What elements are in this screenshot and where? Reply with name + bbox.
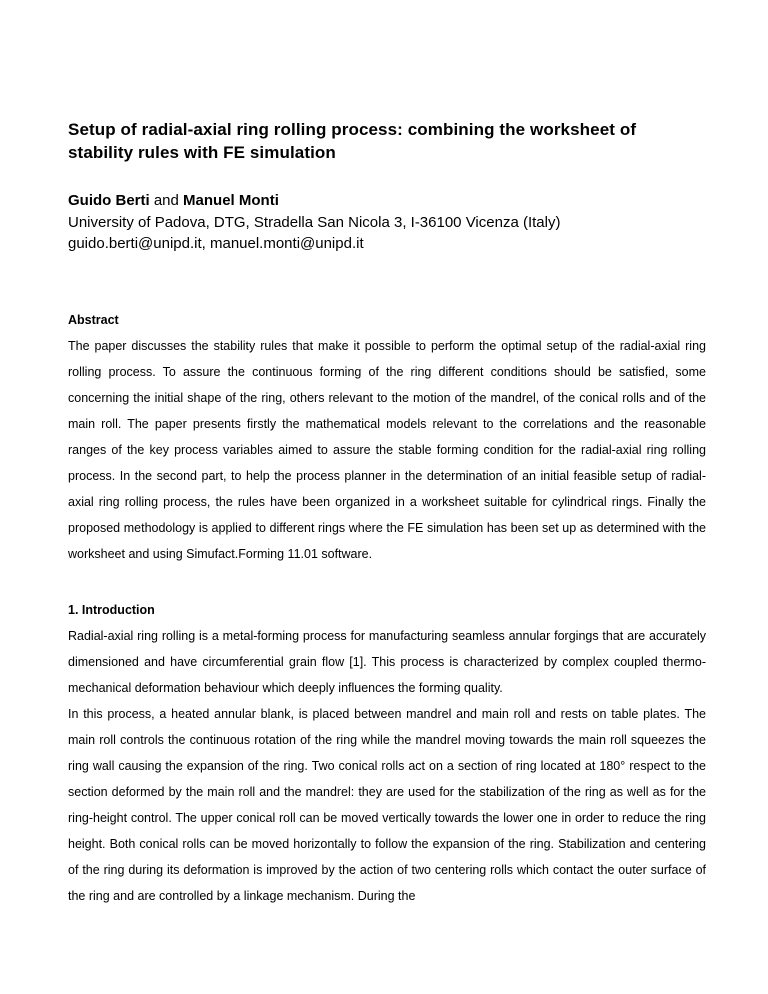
affiliation: University of Padova, DTG, Stradella San Nicola 3, I-36100 Vicenza (Italy)	[68, 213, 561, 231]
author-second: Manuel Monti	[183, 192, 279, 209]
author-conjunction: and	[149, 192, 184, 209]
author-names	[68, 190, 706, 212]
page-title: Setup of radial-axial ring rolling process: combining the worksheet of stability rules with FE simulation	[68, 120, 637, 162]
introduction-heading: 1. Introduction	[68, 602, 155, 617]
introduction-paragraph-2: In this process, a heated annular blank, is placed between mandrel and main roll and rests on table plates. The main roll controls the continuous rotation of the ring while the mandrel moving towards the main roll squeezes the ring wall causing the expansion of the ring. Two conical rolls act on a section of ring located at 180° respect to the section deformed by the main roll and the mandrel: they are used for the stabilization of the ring as well as for the ring-height control. The upper conical roll can be moved vertically towards the lower one in order to reduce the ring height. Both conical rolls can be moved horizontally to follow the expansion of the ring. Stabilization and centering of the ring during its deformation is improved by the action of two centering rolls which contact the outer surface of the ring and are controlled by a linkage mechanism. During the	[68, 706, 706, 903]
introduction-body	[68, 623, 706, 909]
author-emails: guido.berti@unipd.it, manuel.monti@unipd.it	[68, 235, 364, 252]
abstract-heading: Abstract	[68, 312, 119, 327]
author-block	[68, 190, 706, 255]
introduction-paragraph-1: Radial-axial ring rolling is a metal-forming process for manufacturing seamless annular forgings that are accurately dimensioned and have circumferential grain flow [1]. This process is characterized by complex coupled thermo-mechanical deformation behaviour which deeply influences the forming quality.	[68, 628, 706, 695]
author-first: Guido Berti	[68, 192, 150, 209]
abstract-text: The paper discusses the stability rules that make it possible to perform the optimal setup of the radial-axial ring rolling process. To assure the continuous forming of the ring different conditions should be satisfied, some concerning the initial shape of the ring, others relevant to the motion of the mandrel, of the conical rolls and of the main roll. The paper presents firstly the mathematical models relevant to the correlations and the reasonable ranges of the key process variables aimed to assure the stable forming condition for the radial-axial ring rolling process. In the second part, to help the process planner in the determination of an initial feasible setup of radial-axial ring rolling process, the rules have been organized in a worksheet suitable for cylindrical rings. Finally the proposed methodology is applied to different rings where the FE simulation has been set up as determined with the worksheet and using Simufact.Forming 11.01 software.	[68, 338, 706, 561]
